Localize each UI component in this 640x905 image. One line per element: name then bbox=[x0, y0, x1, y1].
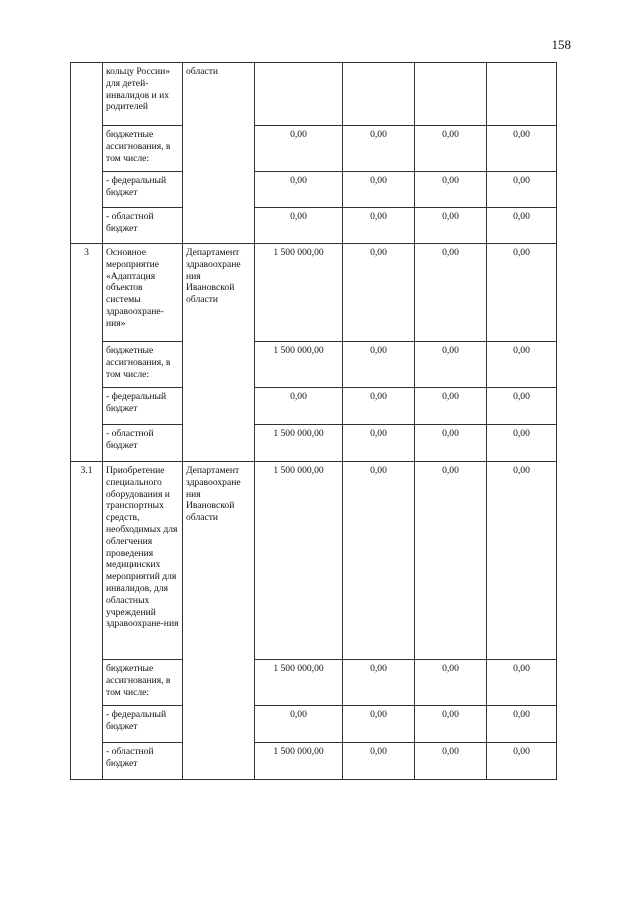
name-prefix: - областной bbox=[106, 428, 154, 439]
value-cell: 0,00 bbox=[415, 425, 487, 462]
name-prefix: - федеральный bbox=[106, 709, 167, 720]
code-cell: 3.1 bbox=[71, 462, 103, 780]
value-cell: 0,00 bbox=[255, 388, 343, 425]
value-cell: 0,00 bbox=[487, 244, 557, 342]
value-cell: 0,00 bbox=[343, 342, 415, 388]
executor-cell: Департамент здравоохране ния Ивановской области bbox=[183, 462, 255, 780]
value-cell: 0,00 bbox=[343, 462, 415, 660]
table-row bbox=[71, 706, 557, 743]
name-suffix: бюджет bbox=[106, 720, 138, 732]
value-cell: 0,00 bbox=[487, 126, 557, 172]
table-row bbox=[71, 63, 557, 126]
name-prefix: - областной bbox=[106, 211, 154, 222]
value-cell: 0,00 bbox=[415, 172, 487, 208]
value-cell: 0,00 bbox=[487, 388, 557, 425]
value-cell bbox=[343, 63, 415, 126]
code-cell bbox=[71, 63, 103, 244]
value-cell: 0,00 bbox=[487, 743, 557, 780]
value-cell: 0,00 bbox=[415, 462, 487, 660]
value-cell: 1 500 000,00 bbox=[255, 660, 343, 706]
value-cell bbox=[487, 63, 557, 126]
table-row bbox=[71, 743, 557, 780]
value-cell: 0,00 bbox=[415, 743, 487, 780]
value-cell: 0,00 bbox=[343, 660, 415, 706]
executor-cell: Департамент здравоохране ния Ивановской области bbox=[183, 244, 255, 462]
value-cell: 0,00 bbox=[343, 126, 415, 172]
value-cell: 1 500 000,00 bbox=[255, 425, 343, 462]
name-cell: кольцу России» для детей-инвалидов и их родителей bbox=[103, 63, 183, 126]
table-row bbox=[71, 462, 557, 660]
code-cell: 3 bbox=[71, 244, 103, 462]
table-row bbox=[71, 660, 557, 706]
name-cell bbox=[103, 208, 183, 244]
value-cell: 0,00 bbox=[255, 172, 343, 208]
name-cell: бюджетные ассигнования, в том числе: bbox=[103, 660, 183, 706]
name-suffix: бюджет bbox=[106, 222, 138, 234]
value-cell: 0,00 bbox=[415, 244, 487, 342]
value-cell: 0,00 bbox=[487, 342, 557, 388]
value-cell: 0,00 bbox=[415, 126, 487, 172]
table-row bbox=[71, 425, 557, 462]
value-cell: 0,00 bbox=[487, 425, 557, 462]
name-prefix: - федеральный bbox=[106, 391, 167, 402]
value-cell: 0,00 bbox=[343, 208, 415, 244]
value-cell: 0,00 bbox=[255, 706, 343, 743]
value-cell: 1 500 000,00 bbox=[255, 462, 343, 660]
name-cell: Основное мероприятие «Адаптация объектов системы здравоохране-ния» bbox=[103, 244, 183, 342]
table-row bbox=[71, 126, 557, 172]
value-cell: 1 500 000,00 bbox=[255, 342, 343, 388]
value-cell: 0,00 bbox=[487, 172, 557, 208]
name-cell: бюджетные ассигнования, в том числе: bbox=[103, 342, 183, 388]
name-cell: Приобретение специального оборудования и транспортных средств, необходимых для облегчения проведения медицинских мероприятий для инвалидов, для областных учреждений здравоохране-ния bbox=[103, 462, 183, 660]
value-cell: 0,00 bbox=[343, 244, 415, 342]
value-cell: 0,00 bbox=[415, 208, 487, 244]
value-cell: 0,00 bbox=[343, 425, 415, 462]
name-cell bbox=[103, 172, 183, 208]
value-cell: 1 500 000,00 bbox=[255, 244, 343, 342]
name-cell bbox=[103, 425, 183, 462]
name-prefix: - областной bbox=[106, 746, 154, 757]
table-row bbox=[71, 172, 557, 208]
value-cell: 0,00 bbox=[255, 208, 343, 244]
value-cell: 0,00 bbox=[415, 388, 487, 425]
name-cell bbox=[103, 388, 183, 425]
name-suffix: бюджет bbox=[106, 439, 138, 451]
value-cell bbox=[255, 63, 343, 126]
value-cell: 0,00 bbox=[415, 706, 487, 743]
value-cell: 0,00 bbox=[487, 462, 557, 660]
name-cell bbox=[103, 743, 183, 780]
value-cell: 0,00 bbox=[343, 172, 415, 208]
value-cell bbox=[415, 63, 487, 126]
value-cell: 0,00 bbox=[415, 660, 487, 706]
budget-table bbox=[70, 62, 557, 780]
value-cell: 0,00 bbox=[343, 706, 415, 743]
value-cell: 0,00 bbox=[487, 660, 557, 706]
table-row bbox=[71, 388, 557, 425]
page-number: 158 bbox=[551, 37, 571, 52]
value-cell: 0,00 bbox=[487, 208, 557, 244]
name-prefix: - федеральный bbox=[106, 175, 167, 186]
table-row bbox=[71, 208, 557, 244]
value-cell: 0,00 bbox=[255, 126, 343, 172]
name-suffix: бюджет bbox=[106, 757, 138, 769]
name-cell: бюджетные ассигнования, в том числе: bbox=[103, 126, 183, 172]
value-cell: 0,00 bbox=[343, 388, 415, 425]
value-cell: 1 500 000,00 bbox=[255, 743, 343, 780]
name-cell bbox=[103, 706, 183, 743]
table-row bbox=[71, 244, 557, 342]
name-suffix: бюджет bbox=[106, 402, 138, 414]
value-cell: 0,00 bbox=[415, 342, 487, 388]
name-suffix: бюджет bbox=[106, 186, 138, 198]
value-cell: 0,00 bbox=[343, 743, 415, 780]
executor-cell: области bbox=[183, 63, 255, 244]
table-row bbox=[71, 342, 557, 388]
value-cell: 0,00 bbox=[487, 706, 557, 743]
